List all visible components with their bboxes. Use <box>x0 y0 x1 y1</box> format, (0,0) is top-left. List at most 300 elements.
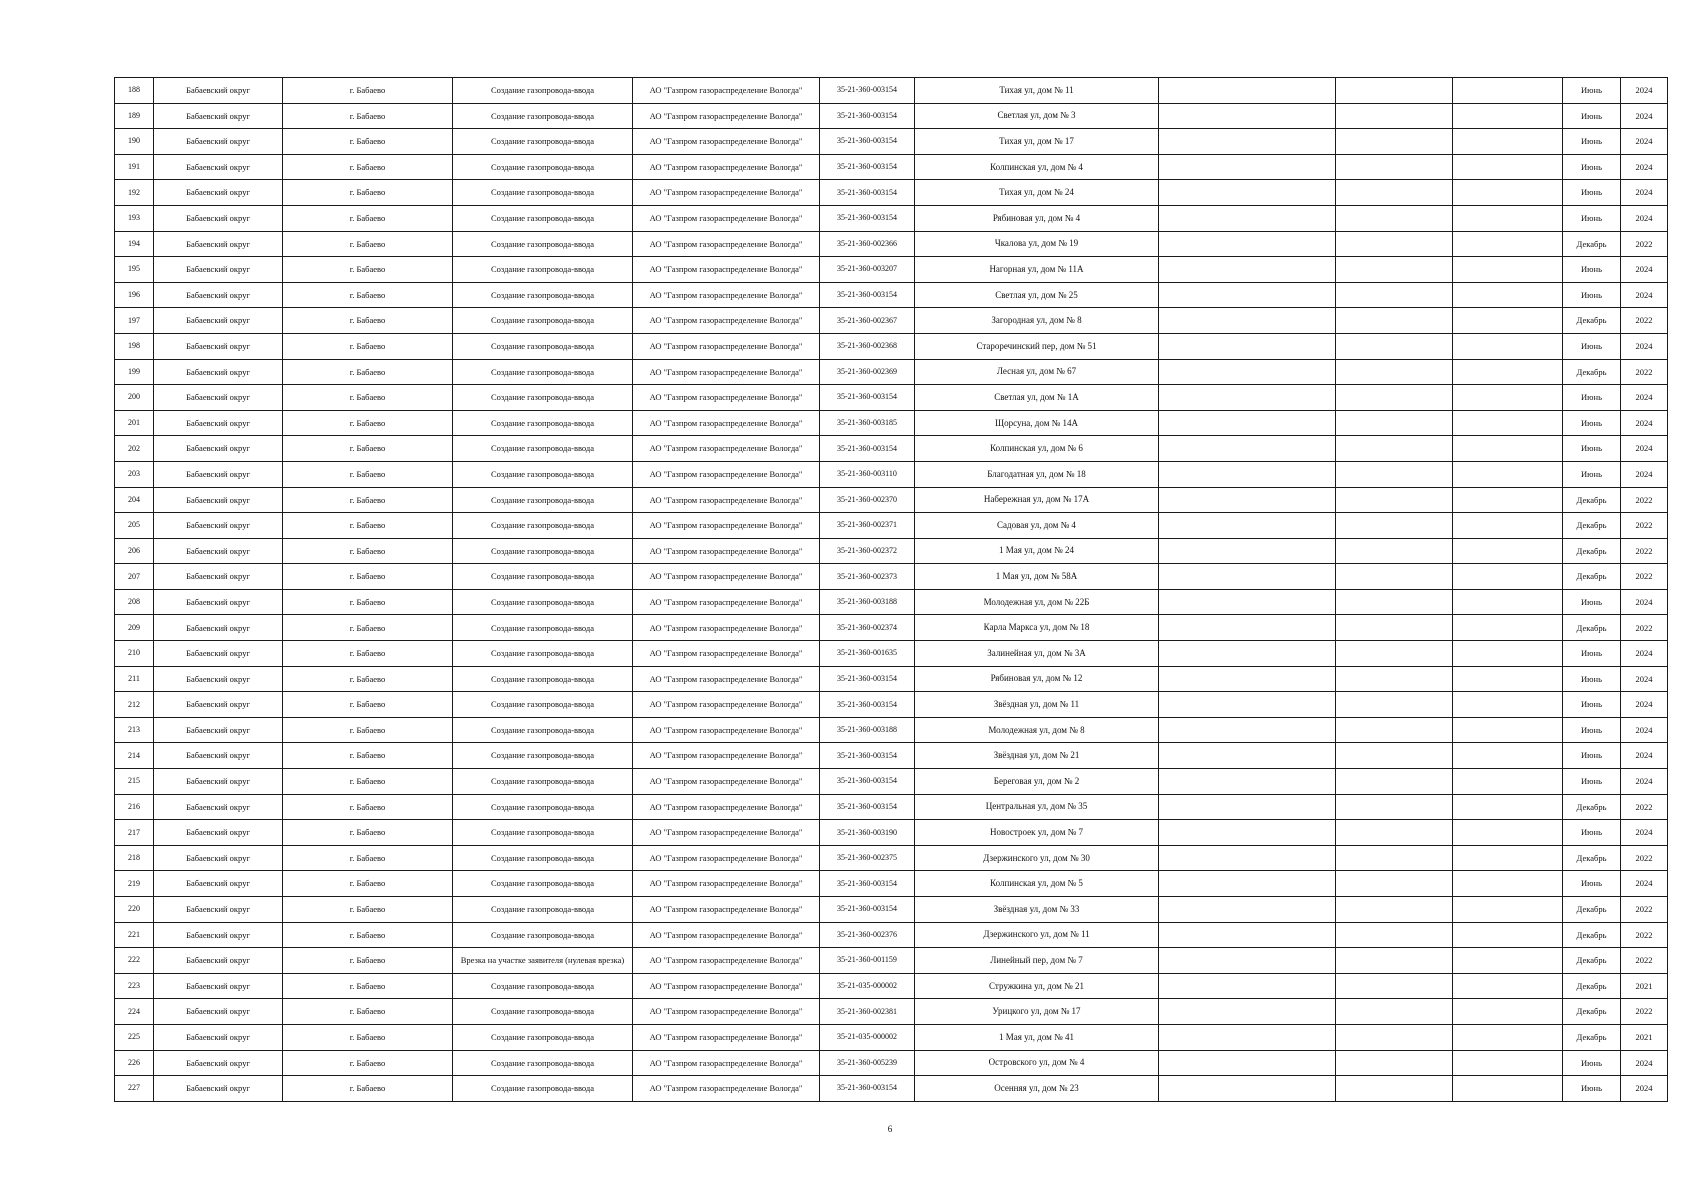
cell-work-type: Создание газопровода-ввода <box>453 359 633 385</box>
cell-work-type: Создание газопровода-ввода <box>453 897 633 923</box>
cell-work-type: Создание газопровода-ввода <box>453 845 633 871</box>
cell-empty-col-3 <box>1453 717 1563 743</box>
cell-row-number: 193 <box>115 205 154 231</box>
cell-empty-col-1 <box>1159 1050 1336 1076</box>
cell-work-type: Создание газопровода-ввода <box>453 615 633 641</box>
cell-organization: АО "Газпром газораспределение Вологда" <box>633 205 820 231</box>
cell-settlement: г. Бабаево <box>283 257 453 283</box>
cell-cadastral-code: 35-21-360-003154 <box>820 205 915 231</box>
cell-address: Тихая ул, дом № 24 <box>915 180 1159 206</box>
table-row <box>115 692 1668 718</box>
cell-cadastral-code: 35-21-360-002372 <box>820 538 915 564</box>
cell-row-number: 194 <box>115 231 154 257</box>
cell-address: Береговая ул, дом № 2 <box>915 769 1159 795</box>
cell-organization: АО "Газпром газораспределение Вологда" <box>633 513 820 539</box>
cell-organization: АО "Газпром газораспределение Вологда" <box>633 743 820 769</box>
cell-address: Благодатная ул, дом № 18 <box>915 461 1159 487</box>
table-body <box>115 78 1668 1102</box>
cell-empty-col-2 <box>1336 1024 1453 1050</box>
cell-year: 2024 <box>1621 1050 1668 1076</box>
cell-month: Декабрь <box>1563 999 1621 1025</box>
cell-settlement: г. Бабаево <box>283 973 453 999</box>
cell-empty-col-2 <box>1336 948 1453 974</box>
cell-cadastral-code: 35-21-360-002374 <box>820 615 915 641</box>
table-row <box>115 564 1668 590</box>
cell-settlement: г. Бабаево <box>283 666 453 692</box>
cell-district: Бабаевский округ <box>154 359 283 385</box>
cell-address: Залинейная ул, дом № 3А <box>915 641 1159 667</box>
cell-empty-col-1 <box>1159 641 1336 667</box>
cell-district: Бабаевский округ <box>154 769 283 795</box>
cell-district: Бабаевский округ <box>154 794 283 820</box>
cell-district: Бабаевский округ <box>154 845 283 871</box>
cell-month: Декабрь <box>1563 845 1621 871</box>
cell-organization: АО "Газпром газораспределение Вологда" <box>633 359 820 385</box>
cell-district: Бабаевский округ <box>154 564 283 590</box>
cell-work-type: Создание газопровода-ввода <box>453 513 633 539</box>
cell-row-number: 227 <box>115 1076 154 1102</box>
cell-work-type: Создание газопровода-ввода <box>453 538 633 564</box>
cell-work-type: Создание газопровода-ввода <box>453 692 633 718</box>
cell-empty-col-2 <box>1336 666 1453 692</box>
cell-month: Июнь <box>1563 205 1621 231</box>
cell-month: Июнь <box>1563 871 1621 897</box>
cell-address: Лесная ул, дом № 67 <box>915 359 1159 385</box>
cell-cadastral-code: 35-21-360-003190 <box>820 820 915 846</box>
cell-year: 2024 <box>1621 257 1668 283</box>
cell-cadastral-code: 35-21-360-003154 <box>820 78 915 104</box>
table-row <box>115 973 1668 999</box>
cell-year: 2022 <box>1621 564 1668 590</box>
cell-empty-col-2 <box>1336 461 1453 487</box>
cell-district: Бабаевский округ <box>154 820 283 846</box>
table-row <box>115 743 1668 769</box>
cell-empty-col-2 <box>1336 794 1453 820</box>
cell-empty-col-1 <box>1159 845 1336 871</box>
cell-empty-col-3 <box>1453 948 1563 974</box>
cell-empty-col-2 <box>1336 845 1453 871</box>
cell-district: Бабаевский округ <box>154 973 283 999</box>
cell-address: Тихая ул, дом № 17 <box>915 129 1159 155</box>
cell-empty-col-3 <box>1453 282 1563 308</box>
cell-district: Бабаевский округ <box>154 487 283 513</box>
cell-row-number: 218 <box>115 845 154 871</box>
cell-address: Светлая ул, дом № 1А <box>915 385 1159 411</box>
cell-organization: АО "Газпром газораспределение Вологда" <box>633 154 820 180</box>
cell-empty-col-1 <box>1159 257 1336 283</box>
cell-month: Декабрь <box>1563 948 1621 974</box>
cell-work-type: Создание газопровода-ввода <box>453 282 633 308</box>
table-row <box>115 1076 1668 1102</box>
cell-organization: АО "Газпром газораспределение Вологда" <box>633 641 820 667</box>
cell-month: Декабрь <box>1563 231 1621 257</box>
cell-address: Набережная ул, дом № 17А <box>915 487 1159 513</box>
cell-address: Новостроек ул, дом № 7 <box>915 820 1159 846</box>
cell-empty-col-3 <box>1453 257 1563 283</box>
cell-year: 2024 <box>1621 717 1668 743</box>
cell-organization: АО "Газпром газораспределение Вологда" <box>633 666 820 692</box>
cell-address: Светлая ул, дом № 25 <box>915 282 1159 308</box>
cell-year: 2021 <box>1621 1024 1668 1050</box>
cell-organization: АО "Газпром газораспределение Вологда" <box>633 308 820 334</box>
cell-empty-col-2 <box>1336 257 1453 283</box>
cell-settlement: г. Бабаево <box>283 154 453 180</box>
cell-row-number: 208 <box>115 589 154 615</box>
cell-cadastral-code: 35-21-360-002375 <box>820 845 915 871</box>
cell-month: Декабрь <box>1563 897 1621 923</box>
cell-empty-col-1 <box>1159 333 1336 359</box>
cell-organization: АО "Газпром газораспределение Вологда" <box>633 180 820 206</box>
cell-row-number: 221 <box>115 922 154 948</box>
cell-empty-col-3 <box>1453 641 1563 667</box>
cell-district: Бабаевский округ <box>154 897 283 923</box>
cell-settlement: г. Бабаево <box>283 129 453 155</box>
cell-empty-col-3 <box>1453 973 1563 999</box>
gas-connection-table <box>114 77 1668 1102</box>
cell-empty-col-1 <box>1159 180 1336 206</box>
cell-cadastral-code: 35-21-035-000002 <box>820 973 915 999</box>
table-row <box>115 897 1668 923</box>
cell-year: 2024 <box>1621 692 1668 718</box>
cell-empty-col-1 <box>1159 973 1336 999</box>
cell-empty-col-3 <box>1453 871 1563 897</box>
cell-month: Июнь <box>1563 103 1621 129</box>
table-row <box>115 615 1668 641</box>
cell-empty-col-2 <box>1336 385 1453 411</box>
cell-empty-col-1 <box>1159 564 1336 590</box>
cell-year: 2024 <box>1621 589 1668 615</box>
cell-address: Дзержинского ул, дом № 30 <box>915 845 1159 871</box>
cell-settlement: г. Бабаево <box>283 385 453 411</box>
cell-year: 2022 <box>1621 897 1668 923</box>
cell-empty-col-1 <box>1159 154 1336 180</box>
cell-empty-col-2 <box>1336 692 1453 718</box>
table-row <box>115 922 1668 948</box>
cell-empty-col-3 <box>1453 743 1563 769</box>
cell-work-type: Создание газопровода-ввода <box>453 154 633 180</box>
cell-empty-col-3 <box>1453 1076 1563 1102</box>
table-row <box>115 871 1668 897</box>
cell-empty-col-2 <box>1336 769 1453 795</box>
cell-row-number: 225 <box>115 1024 154 1050</box>
cell-work-type: Создание газопровода-ввода <box>453 769 633 795</box>
cell-empty-col-1 <box>1159 308 1336 334</box>
cell-work-type: Создание газопровода-ввода <box>453 436 633 462</box>
cell-settlement: г. Бабаево <box>283 1050 453 1076</box>
cell-address: Линейный пер, дом № 7 <box>915 948 1159 974</box>
cell-work-type: Создание газопровода-ввода <box>453 564 633 590</box>
cell-district: Бабаевский округ <box>154 129 283 155</box>
cell-settlement: г. Бабаево <box>283 794 453 820</box>
cell-empty-col-3 <box>1453 666 1563 692</box>
cell-cadastral-code: 35-21-360-001159 <box>820 948 915 974</box>
cell-empty-col-2 <box>1336 487 1453 513</box>
cell-month: Декабрь <box>1563 973 1621 999</box>
cell-row-number: 198 <box>115 333 154 359</box>
cell-organization: АО "Газпром газораспределение Вологда" <box>633 103 820 129</box>
cell-district: Бабаевский округ <box>154 948 283 974</box>
cell-work-type: Создание газопровода-ввода <box>453 717 633 743</box>
cell-cadastral-code: 35-21-360-003154 <box>820 282 915 308</box>
cell-month: Декабрь <box>1563 487 1621 513</box>
cell-empty-col-2 <box>1336 180 1453 206</box>
cell-row-number: 199 <box>115 359 154 385</box>
table-row <box>115 589 1668 615</box>
cell-district: Бабаевский округ <box>154 1076 283 1102</box>
cell-organization: АО "Газпром газораспределение Вологда" <box>633 436 820 462</box>
cell-empty-col-3 <box>1453 615 1563 641</box>
cell-cadastral-code: 35-21-360-002368 <box>820 333 915 359</box>
cell-settlement: г. Бабаево <box>283 692 453 718</box>
cell-work-type: Создание газопровода-ввода <box>453 666 633 692</box>
cell-cadastral-code: 35-21-360-003154 <box>820 436 915 462</box>
table-row <box>115 1050 1668 1076</box>
cell-row-number: 197 <box>115 308 154 334</box>
cell-empty-col-2 <box>1336 871 1453 897</box>
table-row <box>115 257 1668 283</box>
cell-settlement: г. Бабаево <box>283 999 453 1025</box>
table-row <box>115 180 1668 206</box>
cell-month: Июнь <box>1563 180 1621 206</box>
cell-district: Бабаевский округ <box>154 717 283 743</box>
cell-row-number: 224 <box>115 999 154 1025</box>
cell-cadastral-code: 35-21-360-003154 <box>820 666 915 692</box>
cell-empty-col-1 <box>1159 410 1336 436</box>
cell-empty-col-3 <box>1453 922 1563 948</box>
cell-cadastral-code: 35-21-360-003188 <box>820 717 915 743</box>
cell-settlement: г. Бабаево <box>283 897 453 923</box>
cell-cadastral-code: 35-21-360-003154 <box>820 103 915 129</box>
cell-empty-col-2 <box>1336 973 1453 999</box>
table-row <box>115 999 1668 1025</box>
cell-address: Молодежная ул, дом № 22Б <box>915 589 1159 615</box>
table-row <box>115 769 1668 795</box>
cell-month: Июнь <box>1563 333 1621 359</box>
cell-month: Июнь <box>1563 385 1621 411</box>
cell-empty-col-2 <box>1336 410 1453 436</box>
cell-cadastral-code: 35-21-360-003154 <box>820 129 915 155</box>
cell-year: 2021 <box>1621 973 1668 999</box>
cell-year: 2024 <box>1621 333 1668 359</box>
cell-month: Декабрь <box>1563 538 1621 564</box>
cell-row-number: 195 <box>115 257 154 283</box>
cell-work-type: Создание газопровода-ввода <box>453 743 633 769</box>
cell-district: Бабаевский округ <box>154 257 283 283</box>
cell-row-number: 223 <box>115 973 154 999</box>
cell-empty-col-2 <box>1336 436 1453 462</box>
cell-address: Дзержинского ул, дом № 11 <box>915 922 1159 948</box>
cell-settlement: г. Бабаево <box>283 769 453 795</box>
cell-empty-col-2 <box>1336 359 1453 385</box>
cell-month: Июнь <box>1563 1050 1621 1076</box>
table-row <box>115 666 1668 692</box>
cell-month: Июнь <box>1563 154 1621 180</box>
cell-year: 2024 <box>1621 180 1668 206</box>
cell-empty-col-3 <box>1453 180 1563 206</box>
cell-empty-col-3 <box>1453 589 1563 615</box>
cell-empty-col-1 <box>1159 282 1336 308</box>
cell-year: 2024 <box>1621 129 1668 155</box>
cell-row-number: 202 <box>115 436 154 462</box>
cell-address: 1 Мая ул, дом № 41 <box>915 1024 1159 1050</box>
cell-organization: АО "Газпром газораспределение Вологда" <box>633 129 820 155</box>
cell-empty-col-2 <box>1336 743 1453 769</box>
cell-empty-col-2 <box>1336 922 1453 948</box>
cell-settlement: г. Бабаево <box>283 308 453 334</box>
cell-row-number: 213 <box>115 717 154 743</box>
cell-empty-col-1 <box>1159 129 1336 155</box>
cell-settlement: г. Бабаево <box>283 615 453 641</box>
cell-empty-col-1 <box>1159 461 1336 487</box>
cell-district: Бабаевский округ <box>154 615 283 641</box>
cell-district: Бабаевский округ <box>154 1050 283 1076</box>
cell-organization: АО "Газпром газораспределение Вологда" <box>633 333 820 359</box>
cell-empty-col-3 <box>1453 205 1563 231</box>
cell-work-type: Создание газопровода-ввода <box>453 385 633 411</box>
cell-row-number: 220 <box>115 897 154 923</box>
cell-organization: АО "Газпром газораспределение Вологда" <box>633 717 820 743</box>
cell-address: Чкалова ул, дом № 19 <box>915 231 1159 257</box>
cell-organization: АО "Газпром газораспределение Вологда" <box>633 461 820 487</box>
cell-district: Бабаевский округ <box>154 410 283 436</box>
cell-year: 2022 <box>1621 359 1668 385</box>
table-row <box>115 333 1668 359</box>
cell-address: Звёздная ул, дом № 21 <box>915 743 1159 769</box>
cell-address: Карла Маркса ул, дом № 18 <box>915 615 1159 641</box>
cell-work-type: Создание газопровода-ввода <box>453 1024 633 1050</box>
cell-empty-col-3 <box>1453 1050 1563 1076</box>
cell-row-number: 209 <box>115 615 154 641</box>
cell-settlement: г. Бабаево <box>283 205 453 231</box>
cell-work-type: Создание газопровода-ввода <box>453 1076 633 1102</box>
cell-district: Бабаевский округ <box>154 205 283 231</box>
cell-work-type: Создание газопровода-ввода <box>453 410 633 436</box>
cell-month: Июнь <box>1563 410 1621 436</box>
cell-settlement: г. Бабаево <box>283 538 453 564</box>
table-row <box>115 78 1668 104</box>
cell-year: 2024 <box>1621 461 1668 487</box>
cell-settlement: г. Бабаево <box>283 922 453 948</box>
cell-cadastral-code: 35-21-360-002369 <box>820 359 915 385</box>
cell-month: Июнь <box>1563 717 1621 743</box>
cell-district: Бабаевский округ <box>154 308 283 334</box>
cell-empty-col-3 <box>1453 513 1563 539</box>
cell-empty-col-3 <box>1453 845 1563 871</box>
cell-row-number: 204 <box>115 487 154 513</box>
cell-work-type: Создание газопровода-ввода <box>453 103 633 129</box>
cell-month: Июнь <box>1563 78 1621 104</box>
cell-empty-col-1 <box>1159 999 1336 1025</box>
cell-address: Осенняя ул, дом № 23 <box>915 1076 1159 1102</box>
cell-empty-col-2 <box>1336 641 1453 667</box>
cell-organization: АО "Газпром газораспределение Вологда" <box>633 922 820 948</box>
cell-year: 2024 <box>1621 743 1668 769</box>
cell-work-type: Создание газопровода-ввода <box>453 180 633 206</box>
cell-work-type: Создание газопровода-ввода <box>453 999 633 1025</box>
cell-settlement: г. Бабаево <box>283 78 453 104</box>
cell-work-type: Создание газопровода-ввода <box>453 589 633 615</box>
cell-row-number: 189 <box>115 103 154 129</box>
cell-row-number: 216 <box>115 794 154 820</box>
table-row <box>115 845 1668 871</box>
cell-district: Бабаевский округ <box>154 180 283 206</box>
cell-month: Июнь <box>1563 461 1621 487</box>
cell-empty-col-2 <box>1336 154 1453 180</box>
cell-cadastral-code: 35-21-035-000002 <box>820 1024 915 1050</box>
cell-work-type: Создание газопровода-ввода <box>453 461 633 487</box>
cell-organization: АО "Газпром газораспределение Вологда" <box>633 871 820 897</box>
cell-organization: АО "Газпром газораспределение Вологда" <box>633 538 820 564</box>
table-row <box>115 282 1668 308</box>
cell-work-type: Создание газопровода-ввода <box>453 922 633 948</box>
cell-empty-col-2 <box>1336 333 1453 359</box>
cell-address: Рябиновая ул, дом № 12 <box>915 666 1159 692</box>
cell-settlement: г. Бабаево <box>283 487 453 513</box>
cell-empty-col-1 <box>1159 948 1336 974</box>
cell-row-number: 211 <box>115 666 154 692</box>
cell-cadastral-code: 35-21-360-003207 <box>820 257 915 283</box>
cell-address: Центральная ул, дом № 35 <box>915 794 1159 820</box>
cell-year: 2024 <box>1621 1076 1668 1102</box>
cell-month: Июнь <box>1563 1076 1621 1102</box>
cell-month: Июнь <box>1563 589 1621 615</box>
cell-empty-col-1 <box>1159 897 1336 923</box>
cell-empty-col-2 <box>1336 897 1453 923</box>
cell-cadastral-code: 35-21-360-003154 <box>820 1076 915 1102</box>
table-row <box>115 103 1668 129</box>
cell-organization: АО "Газпром газораспределение Вологда" <box>633 897 820 923</box>
cell-empty-col-2 <box>1336 205 1453 231</box>
cell-empty-col-2 <box>1336 282 1453 308</box>
cell-address: Островского ул, дом № 4 <box>915 1050 1159 1076</box>
table-row <box>115 820 1668 846</box>
cell-organization: АО "Газпром газораспределение Вологда" <box>633 257 820 283</box>
table-row <box>115 231 1668 257</box>
cell-cadastral-code: 35-21-360-003154 <box>820 385 915 411</box>
cell-empty-col-2 <box>1336 589 1453 615</box>
cell-organization: АО "Газпром газораспределение Вологда" <box>633 845 820 871</box>
cell-work-type: Создание газопровода-ввода <box>453 820 633 846</box>
cell-empty-col-1 <box>1159 103 1336 129</box>
cell-empty-col-1 <box>1159 359 1336 385</box>
cell-year: 2022 <box>1621 794 1668 820</box>
cell-cadastral-code: 35-21-360-002381 <box>820 999 915 1025</box>
cell-address: 1 Мая ул, дом № 24 <box>915 538 1159 564</box>
cell-empty-col-3 <box>1453 692 1563 718</box>
cell-empty-col-3 <box>1453 154 1563 180</box>
cell-row-number: 226 <box>115 1050 154 1076</box>
cell-organization: АО "Газпром газораспределение Вологда" <box>633 948 820 974</box>
cell-address: Молодежная ул, дом № 8 <box>915 717 1159 743</box>
cell-address: Колпинская ул, дом № 4 <box>915 154 1159 180</box>
cell-row-number: 191 <box>115 154 154 180</box>
cell-empty-col-3 <box>1453 564 1563 590</box>
cell-organization: АО "Газпром газораспределение Вологда" <box>633 385 820 411</box>
cell-settlement: г. Бабаево <box>283 513 453 539</box>
cell-address: Нагорная ул, дом № 11А <box>915 257 1159 283</box>
cell-month: Июнь <box>1563 436 1621 462</box>
cell-work-type: Врезка на участке заявителя (нулевая врезка) <box>453 948 633 974</box>
cell-empty-col-2 <box>1336 231 1453 257</box>
cell-settlement: г. Бабаево <box>283 845 453 871</box>
cell-empty-col-3 <box>1453 461 1563 487</box>
cell-row-number: 206 <box>115 538 154 564</box>
cell-empty-col-3 <box>1453 103 1563 129</box>
cell-empty-col-2 <box>1336 820 1453 846</box>
cell-empty-col-1 <box>1159 1076 1336 1102</box>
cell-year: 2022 <box>1621 948 1668 974</box>
cell-district: Бабаевский округ <box>154 871 283 897</box>
